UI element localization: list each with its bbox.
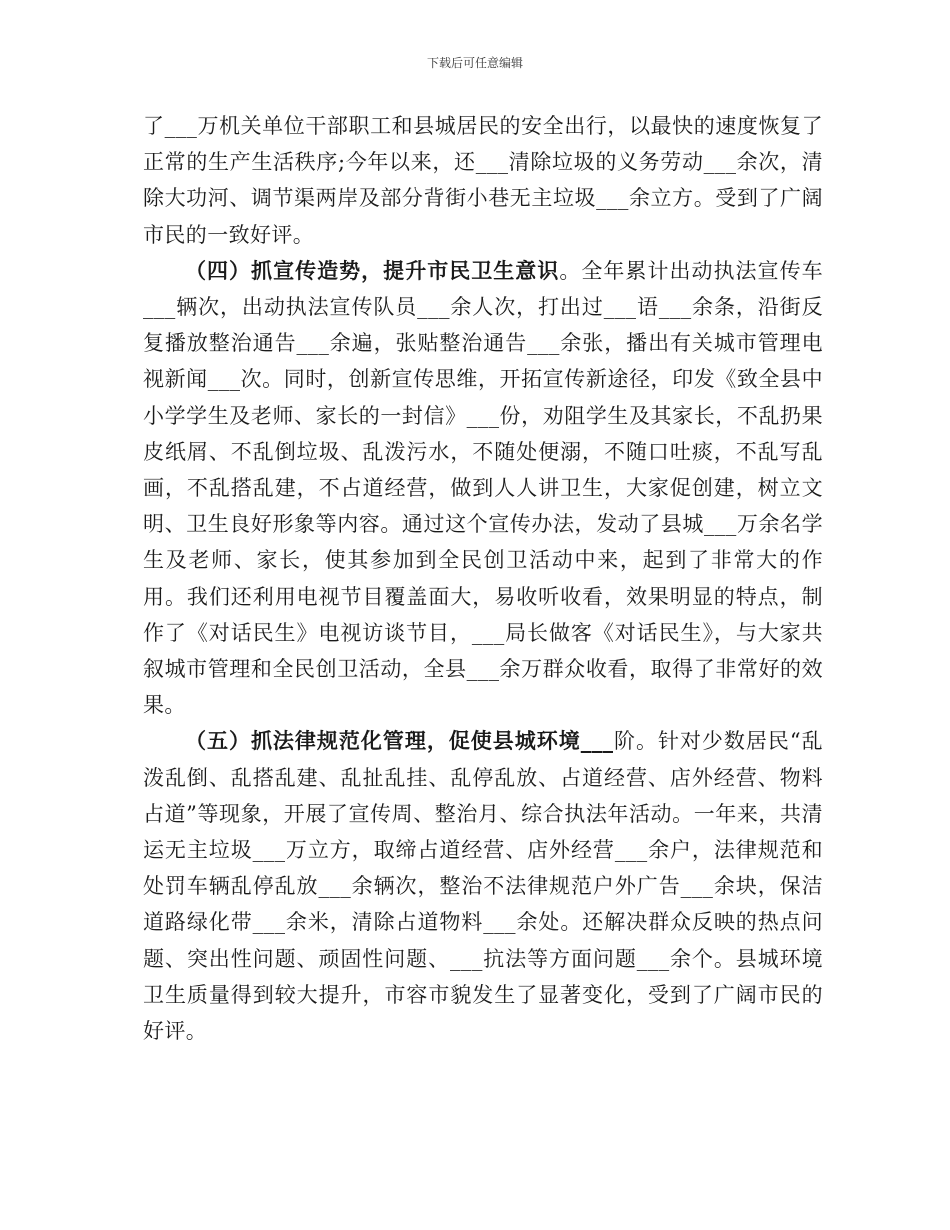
paragraph-text: 。全年累计出动执法宣传车___辆次，出动执法宣传队员___余人次，打出过___语___余条，沿街反复播放整治通告___余遍，张贴整治通告___余张，播出有关城市管理电视新闻___次。同时，创新宣传思维，开拓宣传新途径，印发《致全县中小学学生及老师、家长的一封信》___份，劝阻学生及其家长，不乱扔果皮纸屑、不乱倒垃圾、乱泼污水，不随处便溺，不随口吐痰，不乱写乱画，不乱搭乱建，不占道经营，做到人人讲卫生，大家促创建，树立文明、卫生良好形象等内容。通过这个宣传办法，发动了县城___万余名学生及老师、家长，使其参加到全民创卫活动中来，起到了非常大的作用。我们还利用电视节目覆盖面大，易收听收看，效果明显的特点，制作了《对话民生》电视访谈节目，___局长做客《对话民生》，与大家共叙城市管理和全民创卫活动，全县___余万群众收看，取得了非常好的效果。 [143,258,823,718]
document-body [143,108,823,1049]
paragraph-text: 阶。针对少数居民“乱泼乱倒、乱搭乱建、乱扯乱挂、乱停乱放、占道经营、店外经营、物料占道”等现象，开展了宣传周、整治月、综合执法年活动。一年来，共清运无主垃圾___万立方，取缔占道经营、店外经营___余户，法律规范和处罚车辆乱停乱放___余辆次，整治不法律规范户外广告___余块，保洁道路绿化带___余米，清除占道物料___余处。还解决群众反映的热点问题、突出性问题、顽固性问题、___抗法等方面问题___余个。县城环境卫生质量得到较大提升，市容市貌发生了显著变化，受到了广阔市民的好评。 [143,729,823,1044]
section-heading-four: （四）抓宣传造势，提升市民卫生意识 [185,257,560,283]
page-header-note: 下载后可任意编辑 [426,56,523,70]
paragraph-continuation [143,108,823,253]
section-heading-five: （五）抓法律规范化管理，促使县城环境___ [185,728,614,754]
paragraph-section-four [143,253,823,724]
paragraph-text: 了___万机关单位干部职工和县城居民的安全出行，以最快的速度恢复了正常的生产生活秩序;今年以来，还___清除垃圾的义务劳动___余次，清除大功河、调节渠两岸及部分背街小巷无主垃圾___余立方。受到了广阔市民的一致好评。 [143,114,823,247]
paragraph-section-five [143,723,823,1049]
